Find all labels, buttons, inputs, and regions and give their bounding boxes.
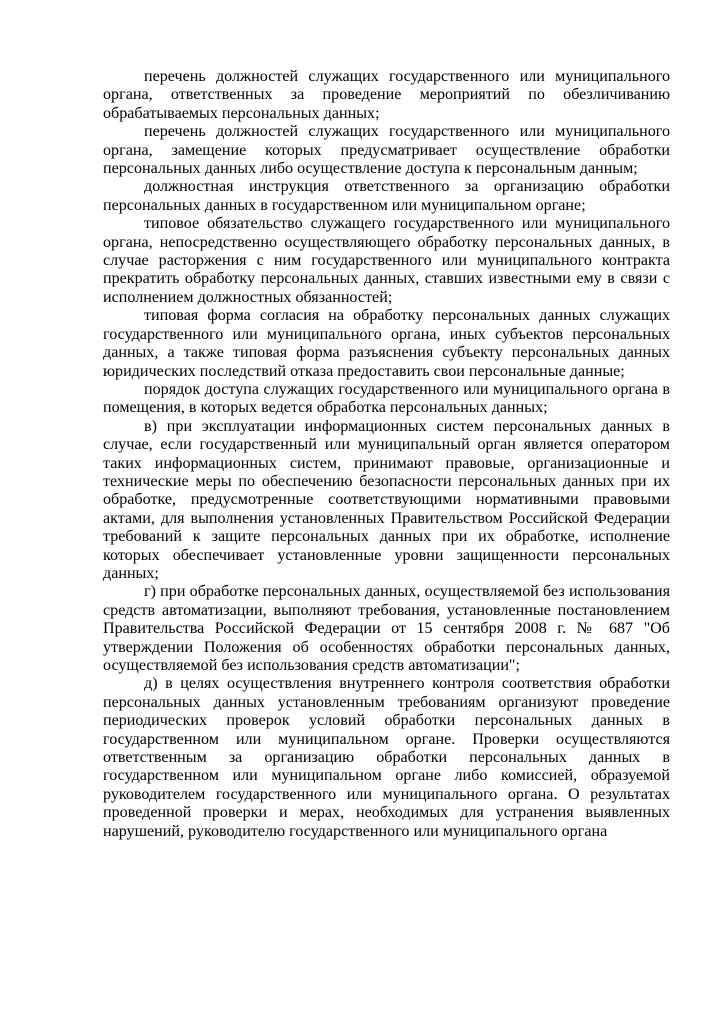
paragraph: перечень должностей служащих государственного или муниципального органа, замещение которых предусматривает осуществление обработки персональных данных либо осуществление доступа к персональным данным;	[103, 123, 670, 178]
paragraph: г) при обработке персональных данных, осуществляемой без использования средств автоматизации, выполняют требования, установленные постановлением Правительства Российской Федерации от 15 сентября 2008 г. № 687 "Об утверждении Положения об особенностях обработки персональных данных, осуществляемой без использования средств автоматизации";	[103, 583, 670, 674]
document-body	[103, 68, 670, 841]
paragraph: д) в целях осуществления внутреннего контроля соответствия обработки персональных данных установленным требованиям организуют проведение периодических проверок условий обработки персональных данных в государственном или муниципальном органе. Проверки осуществляются ответственным за организацию обработки персональных данных в государственном или муниципальном органе либо комиссией, образуемой руководителем государственного или муниципального органа. О результатах проведенной проверки и мерах, необходимых для устранения выявленных нарушений, руководителю государственного или муниципального органа	[103, 675, 670, 840]
paragraph: перечень должностей служащих государственного или муниципального органа, ответственных за проведение мероприятий по обезличиванию обрабатываемых персональных данных;	[103, 68, 670, 122]
paragraph: типовое обязательство служащего государственного или муниципального органа, непосредственно осуществляющего обработку персональных данных, в случае расторжения с ним государственного или муниципального контракта прекратить обработку персональных данных, ставших известными ему в связи с исполнением должностных обязанностей;	[103, 215, 670, 306]
paragraph: типовая форма согласия на обработку персональных данных служащих государственного или муниципального органа, иных субъектов персональных данных, а также типовая форма разъяснения субъекту персональных данных юридических последствий отказа предоставить свои персональные данные;	[103, 307, 670, 380]
paragraph: порядок доступа служащих государственного или муниципального органа в помещения, в которых ведется обработка персональных данных;	[103, 380, 670, 417]
paragraph: должностная инструкция ответственного за организацию обработки персональных данных в государственном или муниципальном органе;	[103, 178, 670, 214]
paragraph: в) при эксплуатации информационных систем персональных данных в случае, если государственный или муниципальный орган является оператором таких информационных систем, принимают правовые, организационные и технические меры по обеспечению безопасности персональных данных при их обработке, предусмотренные соответствующими нормативными правовыми актами, для выполнения установленных Правительством Российской Федерации требований к защите персональных данных при их обработке, исполнение которых обеспечивает установленные уровни защищенности персональных данных;	[103, 417, 670, 582]
